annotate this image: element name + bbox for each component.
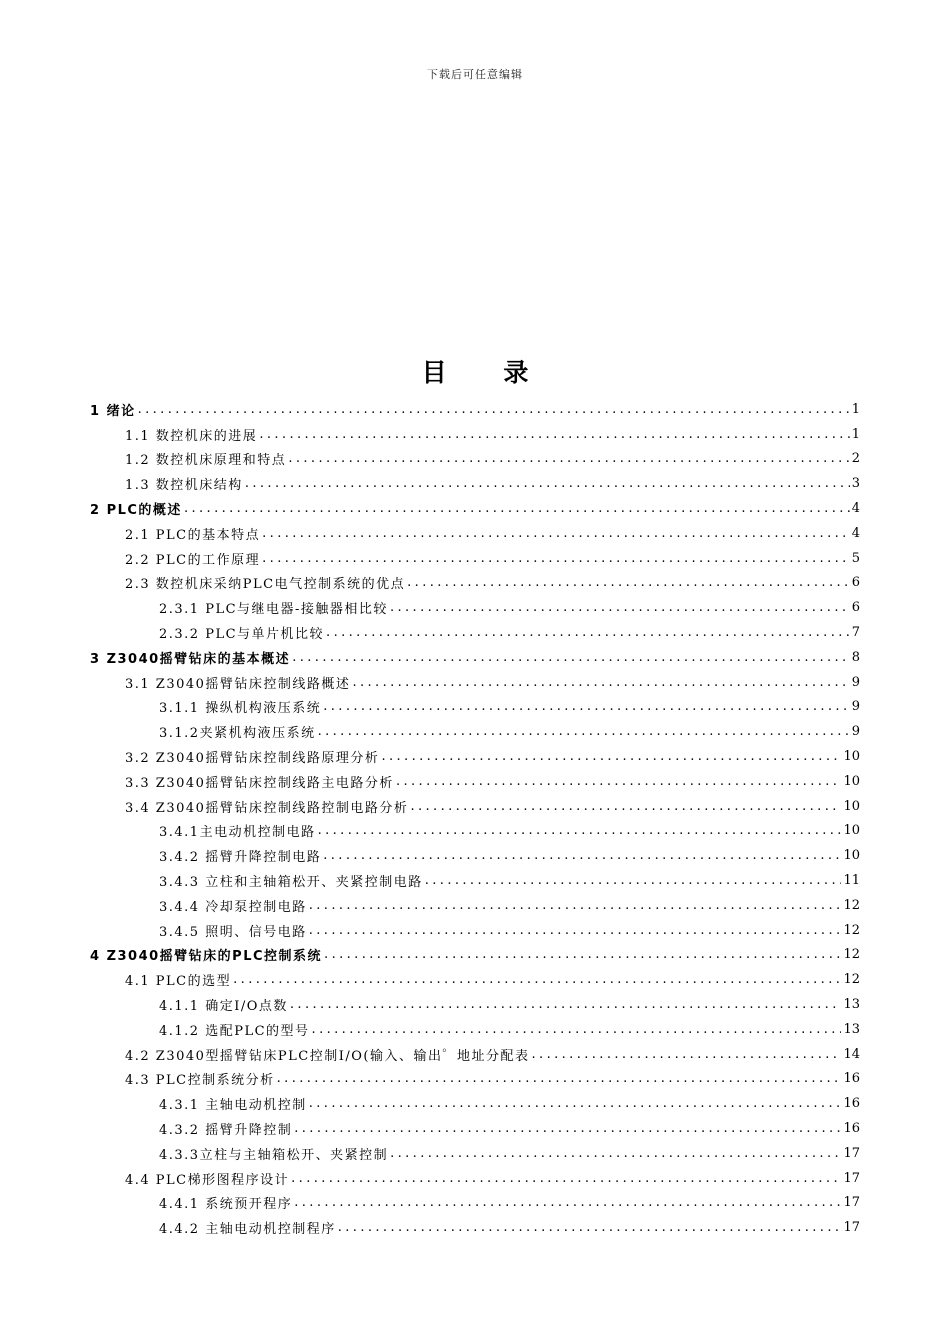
- toc-entry[interactable]: [90, 571, 860, 596]
- toc-dot-leader: [352, 675, 849, 690]
- toc-dot-leader: [324, 947, 841, 962]
- toc-dot-leader: [245, 476, 850, 491]
- toc-page-number: 13: [843, 997, 860, 1013]
- toc-entry[interactable]: [90, 447, 860, 472]
- toc-dot-leader: [259, 427, 849, 442]
- toc-entry[interactable]: [90, 397, 860, 422]
- toc-dot-leader: [390, 1146, 841, 1161]
- toc-entry[interactable]: [90, 595, 860, 620]
- toc-entry[interactable]: [90, 521, 860, 546]
- toc-entry[interactable]: [90, 918, 860, 943]
- toc-dot-leader: [233, 972, 841, 987]
- toc-entry-label: 3.4.2 摇臂升降控制电路: [159, 850, 322, 866]
- toc-dot-leader: [532, 1047, 842, 1062]
- toc-dot-leader: [292, 650, 850, 665]
- toc-page-number: 1: [851, 426, 860, 442]
- toc-dot-leader: [312, 1022, 842, 1037]
- toc-page-number: 11: [843, 873, 860, 889]
- toc-entry[interactable]: [90, 1141, 860, 1166]
- toc-entry-label: 3.4.5 照明、信号电路: [159, 924, 307, 940]
- toc-dot-leader: [425, 873, 842, 888]
- toc-page-number: 12: [843, 947, 860, 963]
- toc-dot-leader: [381, 749, 841, 764]
- toc-entry-label: 4.3 PLC控制系统分析: [125, 1073, 275, 1089]
- toc-entry-label: 4.3.3立柱与主轴箱松开、夹紧控制: [159, 1147, 389, 1163]
- toc-page-number: 4: [851, 525, 860, 541]
- toc-entry-label: 2.1 PLC的基本特点: [125, 527, 261, 543]
- toc-page-number: 1: [851, 401, 860, 417]
- toc-entry[interactable]: [90, 695, 860, 720]
- toc-entry[interactable]: [90, 794, 860, 819]
- toc-dot-leader: [290, 997, 842, 1012]
- toc-page-number: 16: [843, 1096, 860, 1112]
- toc-entry-label: 3.4.4 冷却泵控制电路: [159, 899, 307, 915]
- toc-page-number: 9: [851, 674, 860, 690]
- toc-entry[interactable]: [90, 819, 860, 844]
- toc-dot-leader: [323, 699, 850, 714]
- toc-dot-leader: [288, 451, 849, 466]
- toc-entry[interactable]: [90, 1091, 860, 1116]
- toc-page-number: 5: [851, 550, 860, 566]
- toc-page-number: 10: [843, 798, 860, 814]
- toc-entry-label: 1.3 数控机床结构: [125, 478, 243, 494]
- toc-entry-label: 3.4.1主电动机控制电路: [159, 825, 316, 841]
- toc-entry-label: 2 PLC的概述: [90, 503, 182, 519]
- toc-page-number: 10: [843, 823, 860, 839]
- toc-entry[interactable]: [90, 967, 860, 992]
- toc-entry-label: 3.1.2夹紧机构液压系统: [159, 726, 316, 742]
- toc-dot-leader: [294, 1195, 841, 1210]
- toc-page-number: 16: [843, 1071, 860, 1087]
- toc-dot-leader: [309, 1096, 842, 1111]
- toc-entry-label: 4.4 PLC梯形图程序设计: [125, 1172, 290, 1188]
- toc-entry-label: 3.1.1 操纵机构液压系统: [159, 701, 322, 717]
- toc-entry-label: 4.1.2 选配PLC的型号: [159, 1023, 310, 1039]
- toc-page-number: 17: [843, 1170, 860, 1186]
- toc-page-number: 17: [843, 1195, 860, 1211]
- toc-entry-label: 4.1.1 确定I/O点数: [159, 999, 288, 1015]
- toc-entry-label: 4.1 PLC的选型: [125, 974, 232, 990]
- toc-page-number: 12: [843, 972, 860, 988]
- toc-dot-leader: [294, 1121, 841, 1136]
- toc-entry[interactable]: [90, 422, 860, 447]
- toc-page-number: 6: [851, 575, 860, 591]
- toc-page-number: 17: [843, 1220, 860, 1236]
- toc-dot-leader: [309, 898, 842, 913]
- toc-page-number: 12: [843, 922, 860, 938]
- toc-page-number: 8: [851, 649, 860, 665]
- toc-dot-leader: [309, 923, 842, 938]
- toc-entry-label: 4.4.1 系统预开程序: [159, 1197, 293, 1213]
- toc-entry[interactable]: [90, 1191, 860, 1216]
- toc-page-number: 16: [843, 1121, 860, 1136]
- toc-page-number: 13: [843, 1021, 860, 1037]
- toc-entry-label: 1.2 数控机床原理和特点: [125, 453, 287, 469]
- toc-page-number: 3: [851, 476, 860, 492]
- toc-entry-label: 2.3.2 PLC与单片机比较: [159, 627, 325, 643]
- toc-dot-leader: [138, 402, 850, 417]
- toc-page-number: 2: [851, 451, 860, 467]
- toc-entry-label: 4.4.2 主轴电动机控制程序: [159, 1222, 336, 1238]
- toc-entry[interactable]: [90, 769, 860, 794]
- toc-entry[interactable]: [90, 1166, 860, 1191]
- toc-entry[interactable]: [90, 620, 860, 645]
- toc-dot-leader: [338, 1220, 842, 1235]
- toc-entry-label: 3.1 Z3040摇臂钻床控制线路概述: [125, 676, 351, 692]
- toc-page-number: 17: [843, 1145, 860, 1161]
- toc-entry-label: 4 Z3040摇臂钻床的PLC控制系统: [90, 949, 323, 965]
- toc-entry-label: 4.2 Z3040型摇臂钻床PLC控制I/O(输入、输出゜地址分配表: [125, 1048, 530, 1064]
- toc-entry[interactable]: [90, 670, 860, 695]
- toc-dot-leader: [262, 526, 850, 541]
- toc-page-number: 9: [851, 699, 860, 715]
- toc-entry[interactable]: [90, 992, 860, 1017]
- toc-title: 目 录: [421, 358, 553, 387]
- toc-page-number: 10: [843, 773, 860, 789]
- toc-entry[interactable]: [90, 719, 860, 744]
- toc-entry[interactable]: [90, 943, 860, 968]
- header-note: 下载后可任意编辑: [427, 68, 523, 81]
- toc-dot-leader: [318, 823, 842, 838]
- toc-entry[interactable]: [90, 471, 860, 496]
- toc-page-number: 4: [851, 501, 860, 517]
- toc-dot-leader: [184, 501, 850, 516]
- toc-entry-label: 2.3 数控机床采纳PLC电气控制系统的优点: [125, 577, 406, 593]
- toc-entry[interactable]: [90, 546, 860, 571]
- toc-dot-leader: [326, 625, 850, 640]
- toc-dot-leader: [396, 774, 842, 789]
- toc-entry-label: 3.3 Z3040摇臂钻床控制线路主电路分析: [125, 775, 394, 791]
- toc-entry[interactable]: [90, 1017, 860, 1042]
- toc-entry-label: 3.4 Z3040摇臂钻床控制线路控制电路分析: [125, 800, 409, 816]
- toc-entry[interactable]: [90, 1067, 860, 1092]
- toc-page-number: 10: [843, 848, 860, 864]
- toc-entry-label: 3.2 Z3040摇臂钻床控制线路原理分析: [125, 751, 380, 767]
- toc-entry[interactable]: [90, 744, 860, 769]
- toc-page-number: 9: [851, 724, 860, 740]
- toc-entry[interactable]: [90, 843, 860, 868]
- toc-dot-leader: [407, 575, 850, 590]
- toc-entry[interactable]: [90, 1116, 860, 1141]
- toc-entry-label: 1.1 数控机床的进展: [125, 428, 258, 444]
- toc-entry-label: 1 绪论: [90, 403, 136, 419]
- toc-entry[interactable]: [90, 645, 860, 670]
- toc-entry[interactable]: [90, 496, 860, 521]
- toc-entry[interactable]: [90, 1215, 860, 1240]
- toc-entry-label: 3 Z3040摇臂钻床的基本概述: [90, 651, 291, 667]
- toc-entry[interactable]: [90, 893, 860, 918]
- toc-entry-label: 4.3.2 摇臂升降控制: [159, 1123, 293, 1138]
- toc-entry[interactable]: [90, 1042, 860, 1067]
- toc-dot-leader: [291, 1171, 841, 1186]
- toc-dot-leader: [262, 551, 850, 566]
- toc-page-number: 7: [851, 625, 860, 641]
- toc-dot-leader: [318, 724, 850, 739]
- toc-dot-leader: [410, 799, 841, 814]
- toc-dot-leader: [277, 1071, 842, 1086]
- toc-page-number: 6: [851, 600, 860, 616]
- toc-dot-leader: [390, 600, 850, 615]
- toc-entry-label: 3.4.3 立柱和主轴箱松开、夹紧控制电路: [159, 875, 423, 891]
- toc-entry-label: 2.3.1 PLC与继电器-接触器相比较: [159, 602, 388, 618]
- toc-entry-label: 4.3.1 主轴电动机控制: [159, 1098, 307, 1114]
- toc-dot-leader: [323, 848, 841, 863]
- toc-entry-label: 2.2 PLC的工作原理: [125, 552, 261, 568]
- toc-page-number: 14: [843, 1046, 860, 1062]
- toc-entry[interactable]: [90, 868, 860, 893]
- toc-page-number: 12: [843, 897, 860, 913]
- table-of-contents: [90, 397, 860, 1240]
- toc-page-number: 10: [843, 749, 860, 765]
